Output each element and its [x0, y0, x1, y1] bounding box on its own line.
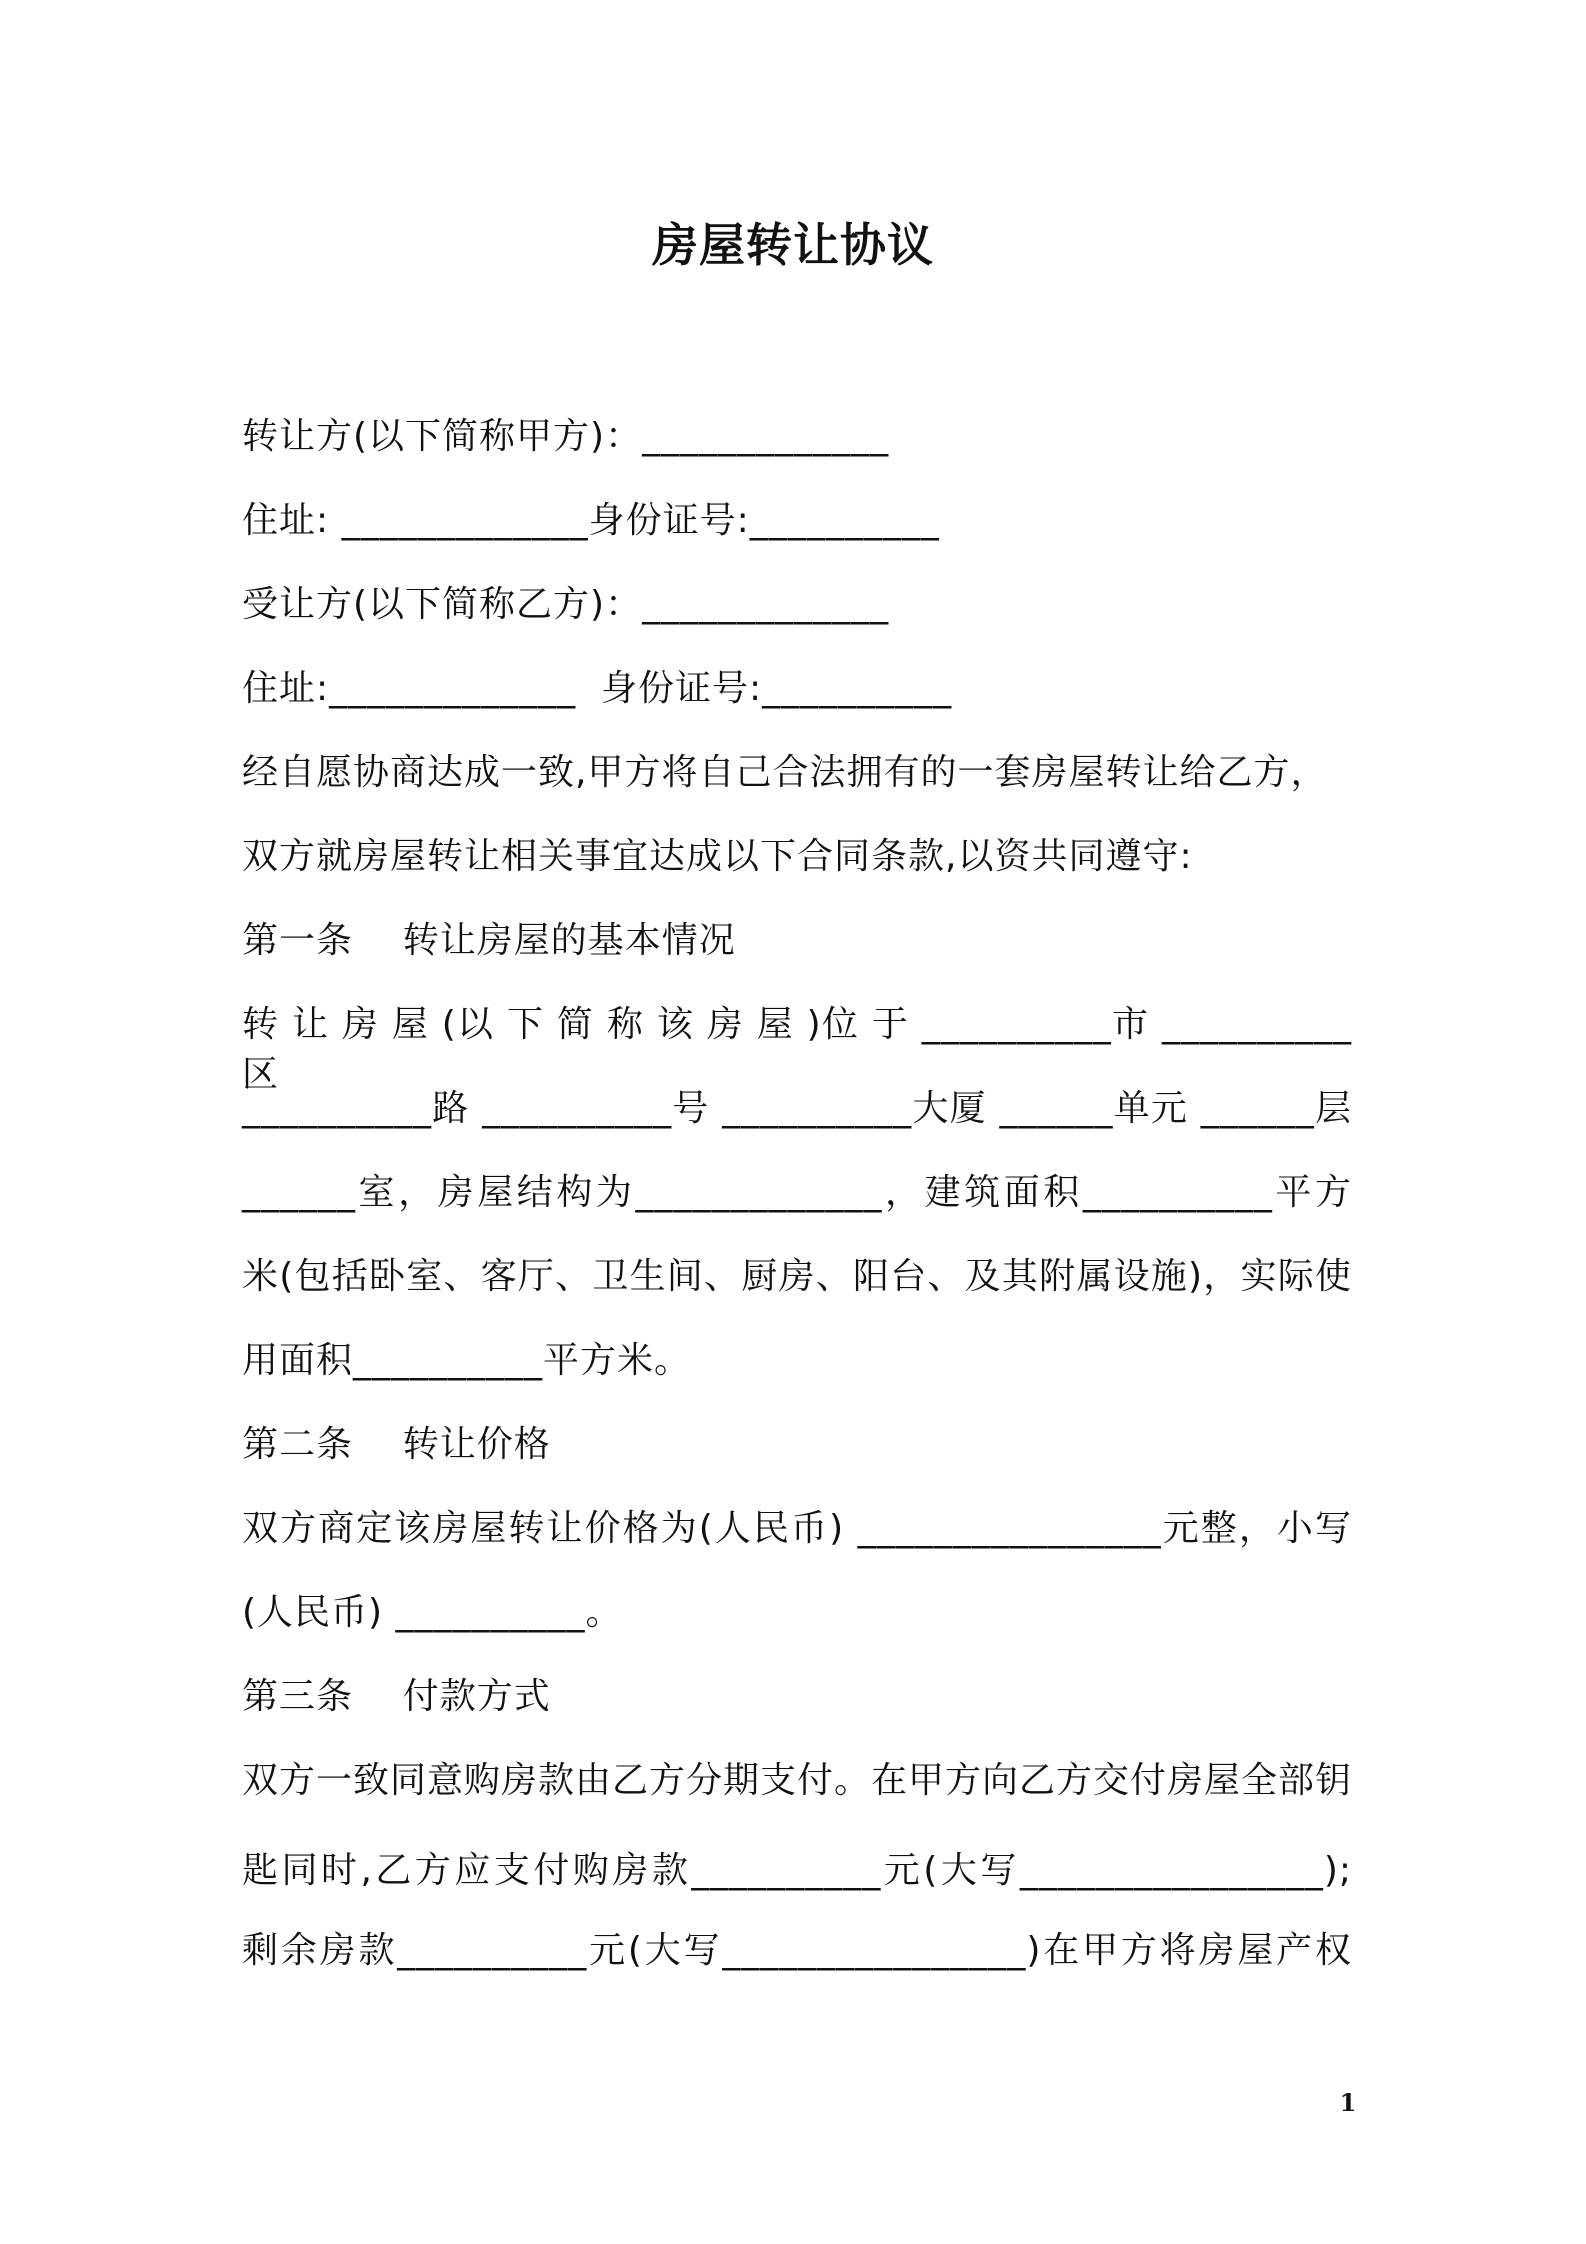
article-1-line-4: 米(包括卧室、客厅、卫生间、厨房、阳台、及其附属设施)，实际使 — [242, 1256, 1352, 1297]
preamble-line-2: 双方就房屋转让相关事宜达成以下合同条款,以资共同遵守: — [242, 836, 1193, 877]
article-3-line-2: 匙同时,乙方应支付购房款__________元(大写________________); — [242, 1850, 1352, 1891]
article-1-line-2: __________路 __________号 __________大厦 ______单元 ______层 — [242, 1088, 1352, 1129]
transferor-address-line: 住址: _____________身份证号:__________ — [242, 500, 940, 541]
article-1-line-3: ______室，房屋结构为_____________，建筑面积__________平方 — [242, 1172, 1352, 1213]
preamble-line-1: 经自愿协商达成一致,甲方将自己合法拥有的一套房屋转让给乙方， — [242, 752, 1328, 793]
page-number: 1 — [1339, 2088, 1357, 2117]
transferee-address-line: 住址:_____________ 身份证号:__________ — [242, 668, 953, 709]
article-1-heading: 第一条 转让房屋的基本情况 — [242, 920, 736, 961]
article-1-line-5: 用面积__________平方米。 — [242, 1340, 692, 1381]
document-title: 房屋转让协议 — [652, 218, 934, 272]
article-3-heading: 第三条 付款方式 — [242, 1676, 551, 1717]
article-2-line-1: 双方商定该房屋转让价格为(人民币) ________________元整，小写 — [242, 1508, 1352, 1549]
article-3-line-3: 剩余房款__________元(大写________________)在甲方将房屋产权 — [242, 1930, 1352, 1971]
transferee-line: 受让方(以下简称乙方)：_____________ — [242, 584, 890, 625]
transferor-line: 转让方(以下简称甲方)：_____________ — [242, 416, 890, 457]
article-3-line-1: 双方一致同意购房款由乙方分期支付。在甲方向乙方交付房屋全部钥 — [242, 1760, 1353, 1801]
article-2-line-2: (人民币) __________。 — [242, 1592, 623, 1633]
article-1-line-1: 转 让 房 屋 (以 下 简 称 该 房 屋 )位 于 __________市 __________区 — [242, 1004, 1352, 1095]
article-2-heading: 第二条 转让价格 — [242, 1424, 551, 1465]
